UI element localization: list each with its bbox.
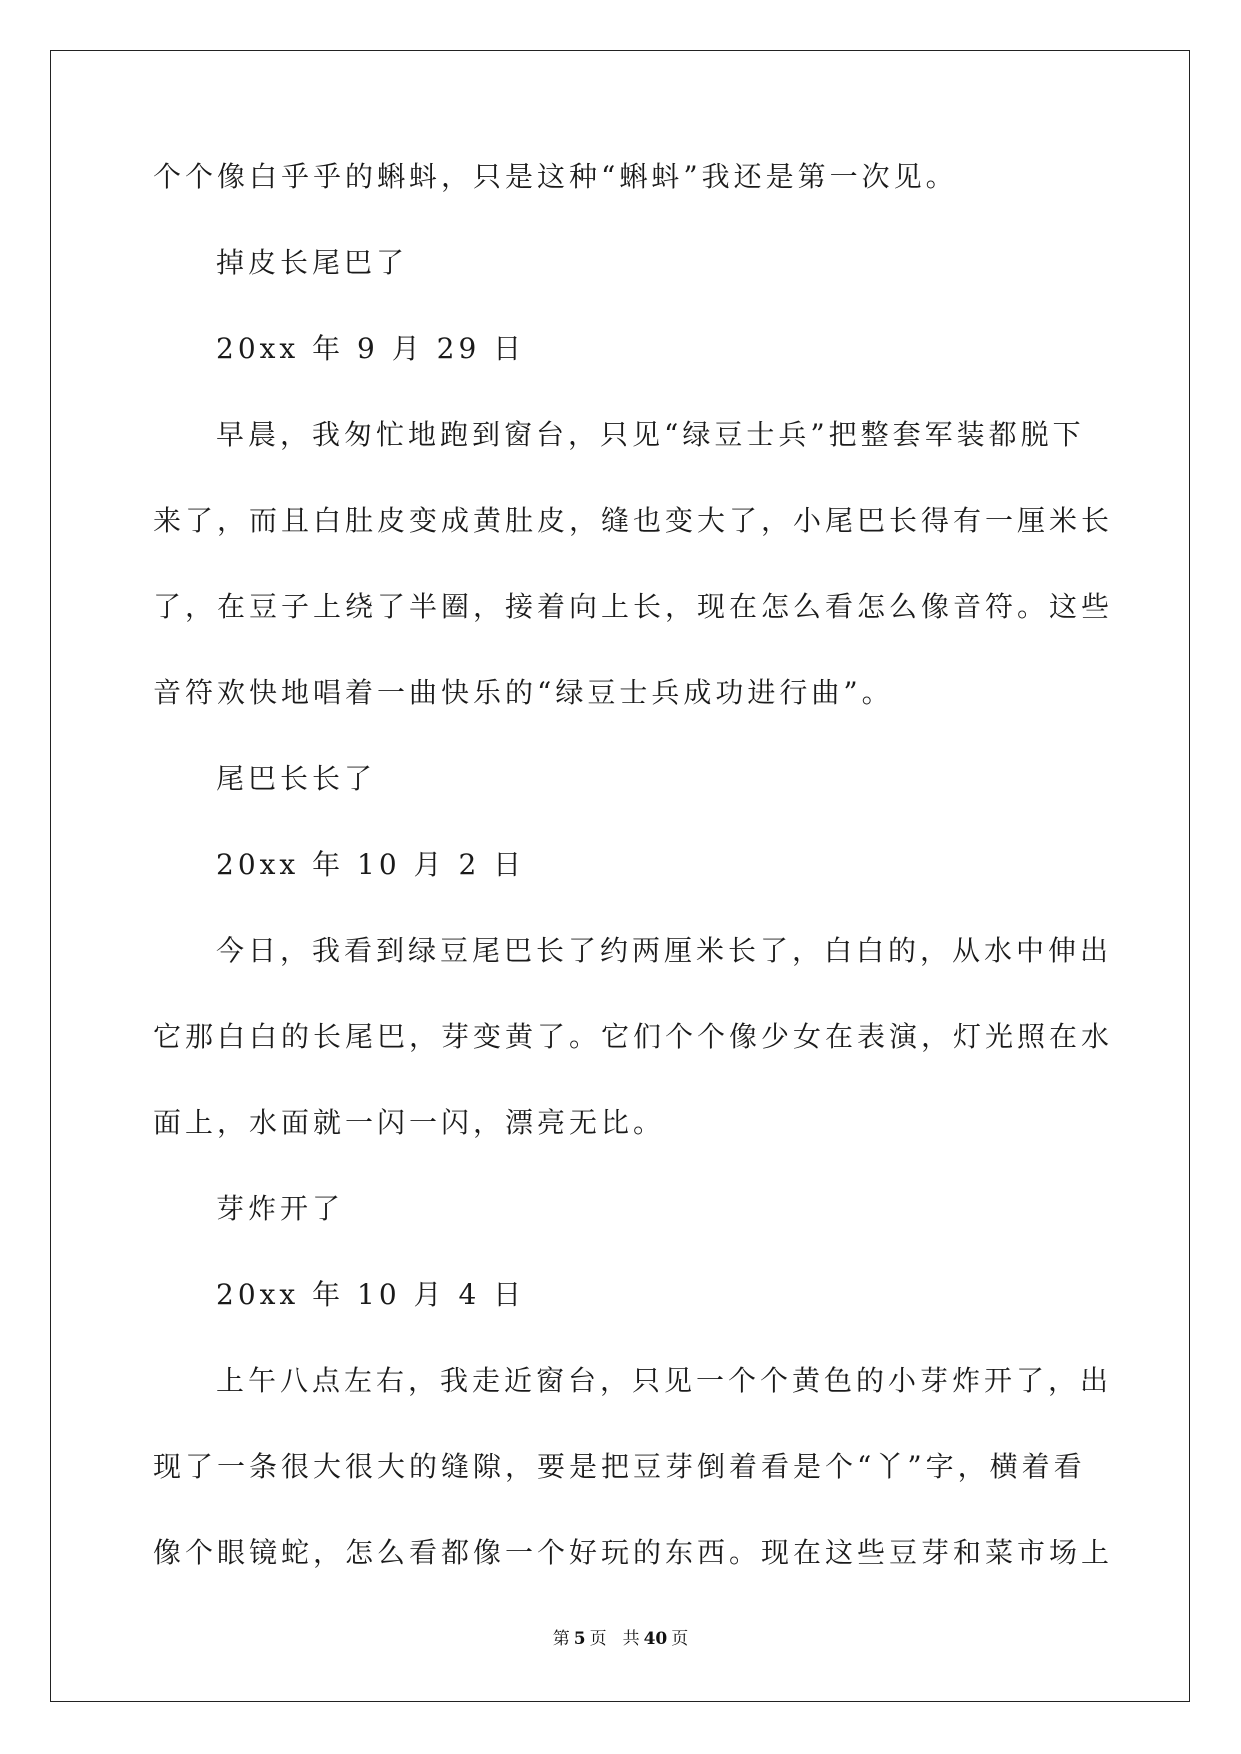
section-heading: 尾巴长长了 — [216, 762, 377, 795]
text-line: 个个像白乎乎的蝌蚪，只是这种“蝌蚪”我还是第一次见。 — [153, 160, 958, 193]
text-line: 了，在豆子上绕了半圈，接着向上长，现在怎么看怎么像音符。这些 — [153, 590, 1114, 623]
page-suffix: 页 — [589, 1629, 607, 1649]
text-line: 早晨，我匆忙地跑到窗台，只见“绿豆士兵”把整套军装都脱下 — [216, 418, 1085, 451]
text-line: 今日，我看到绿豆尾巴长了约两厘米长了，白白的，从水中伸出 — [216, 934, 1113, 967]
text-line: 上午八点左右，我走近窗台，只见一个个黄色的小芽炸开了，出 — [216, 1364, 1113, 1397]
text-line: 它那白白的长尾巴，芽变黄了。它们个个像少女在表演，灯光照在水 — [153, 1020, 1114, 1053]
text-line: 像个眼镜蛇，怎么看都像一个好玩的东西。现在这些豆芽和菜市场上 — [153, 1536, 1114, 1569]
document-body — [153, 160, 1114, 1622]
diary-date: 20xx 年 9 月 29 日 — [216, 332, 526, 365]
text-line: 面上，水面就一闪一闪，漂亮无比。 — [153, 1106, 666, 1139]
section-heading: 掉皮长尾巴了 — [216, 246, 409, 279]
total-page-count: 40 — [643, 1629, 668, 1649]
text-line: 来了，而且白肚皮变成黄肚皮，缝也变大了，小尾巴长得有一厘米长 — [153, 504, 1114, 537]
text-line: 现了一条很大很大的缝隙，要是把豆芽倒着看是个“丫”字，横着看 — [153, 1450, 1086, 1483]
page-prefix: 第 — [552, 1629, 570, 1649]
diary-date: 20xx 年 10 月 2 日 — [216, 848, 526, 881]
total-suffix: 页 — [671, 1629, 689, 1649]
section-heading: 芽炸开了 — [216, 1192, 345, 1225]
text-line: 音符欢快地唱着一曲快乐的“绿豆士兵成功进行曲”。 — [153, 676, 894, 709]
page-footer — [0, 1628, 1241, 1650]
current-page-number: 5 — [573, 1629, 586, 1649]
total-prefix: 共 — [622, 1629, 640, 1649]
diary-date: 20xx 年 10 月 4 日 — [216, 1278, 526, 1311]
